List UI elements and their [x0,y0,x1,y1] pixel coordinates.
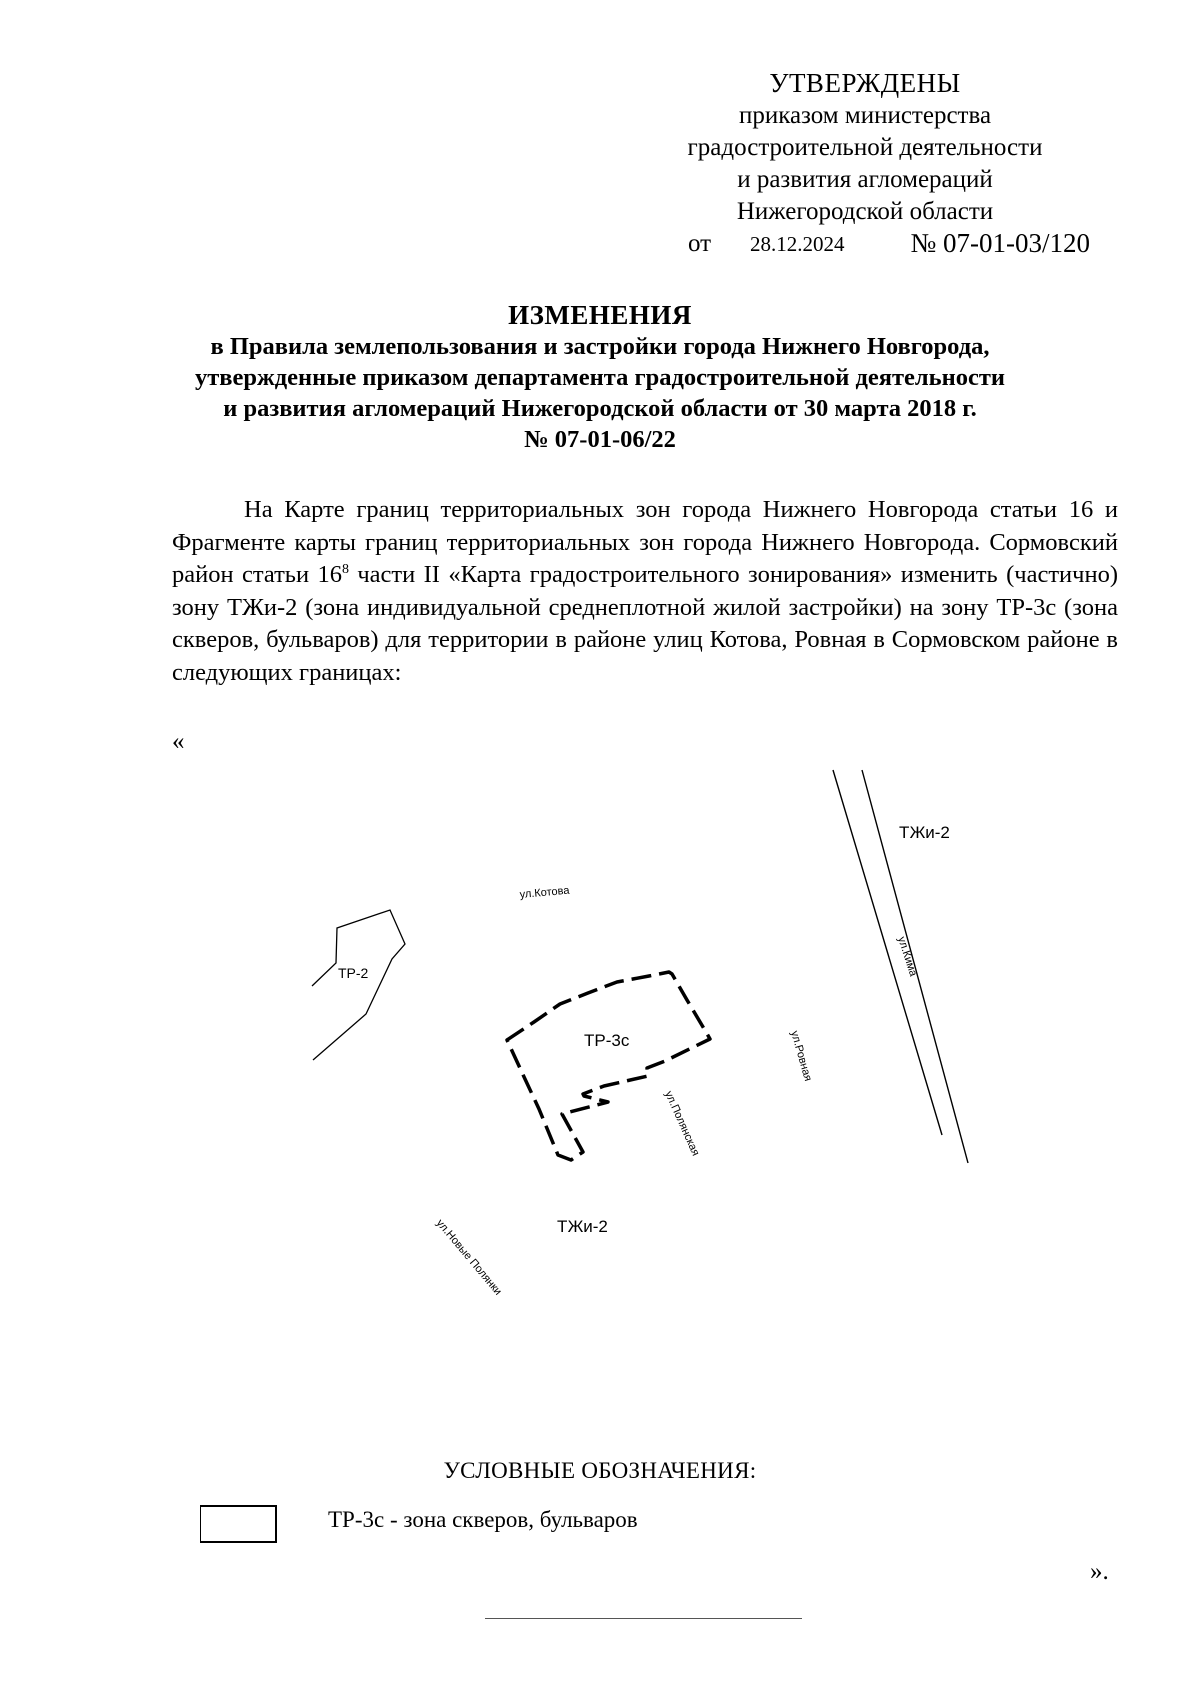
approval-date-prefix: от [688,230,712,257]
street-label-kotova: ул.Котова [519,884,570,901]
opening-quote: « [172,728,185,755]
closing-quote: ». [1090,1558,1109,1585]
zone-label-tr3c: ТР-3с [584,1031,630,1050]
street-label-rovnaya: ул.Ровная [788,1029,814,1083]
legend-swatch-tr3c [200,1505,277,1543]
street-label-polyanskaya: ул.Полянская [662,1089,702,1158]
zone-label-tzhi2-bottom: ТЖи-2 [557,1217,608,1236]
approval-number: № 07-01-03/120 [910,228,1090,258]
body-text-part-2: части II «Карта градостроительного зонирования» изменить (частично) зону ТЖи-2 (зона индивидуальной среднеплотной жилой застройки) на зону ТР-3с (зона скверов, бульваров) для территории в районе улиц Котова, Ровная в Сормовском районе в следующих границах: [172,561,1119,686]
street-label-kima: ул.Кима [895,935,920,978]
heading-line: утвержденные приказом департамента градостроительной деятельности [194,364,1006,391]
heading-line: № 07-01-06/22 [524,426,676,453]
document-heading [120,299,1080,455]
heading-title: ИЗМЕНЕНИЯ [508,300,692,330]
zone-label-tr2: ТР-2 [338,965,369,981]
approval-date-row [640,228,1090,264]
approval-block [640,66,1090,264]
body-paragraph [172,494,1118,690]
zoning-map [0,760,1200,1320]
bottom-divider [485,1618,802,1619]
legend-title: УСЛОВНЫЕ ОБОЗНАЧЕНИЯ: [443,1458,757,1483]
body-superscript: 8 [341,562,349,578]
approval-date: 28.12.2024 [750,232,845,256]
street-label-novye-polyanki: ул.Новые Полянки [433,1217,504,1298]
approval-line: градостроительной деятельности [687,134,1043,161]
tr2-zone-boundary [312,910,405,1060]
heading-line: в Правила землепользования и застройки города Нижнего Новгорода, [210,333,990,360]
heading-line: и развития агломераций Нижегородской области от 30 марта 2018 г. [223,395,977,422]
zone-label-tzhi2-top: ТЖи-2 [899,823,950,842]
legend-item-tr3c: ТР-3с - зона скверов, бульваров [328,1507,638,1532]
approval-line: и развития агломераций [737,166,993,193]
body-text-part-1: На Карте границ территориальных зон города Нижнего Новгорода статьи 16 и Фрагменте карты границ территориальных зон города Нижнего Новгорода. Сормовский район статьи 16 [172,496,1118,589]
approval-line: приказом министерства [738,102,992,129]
approval-line: Нижегородской области [736,198,994,225]
approval-title: УТВЕРЖДЕНЫ [769,68,961,98]
